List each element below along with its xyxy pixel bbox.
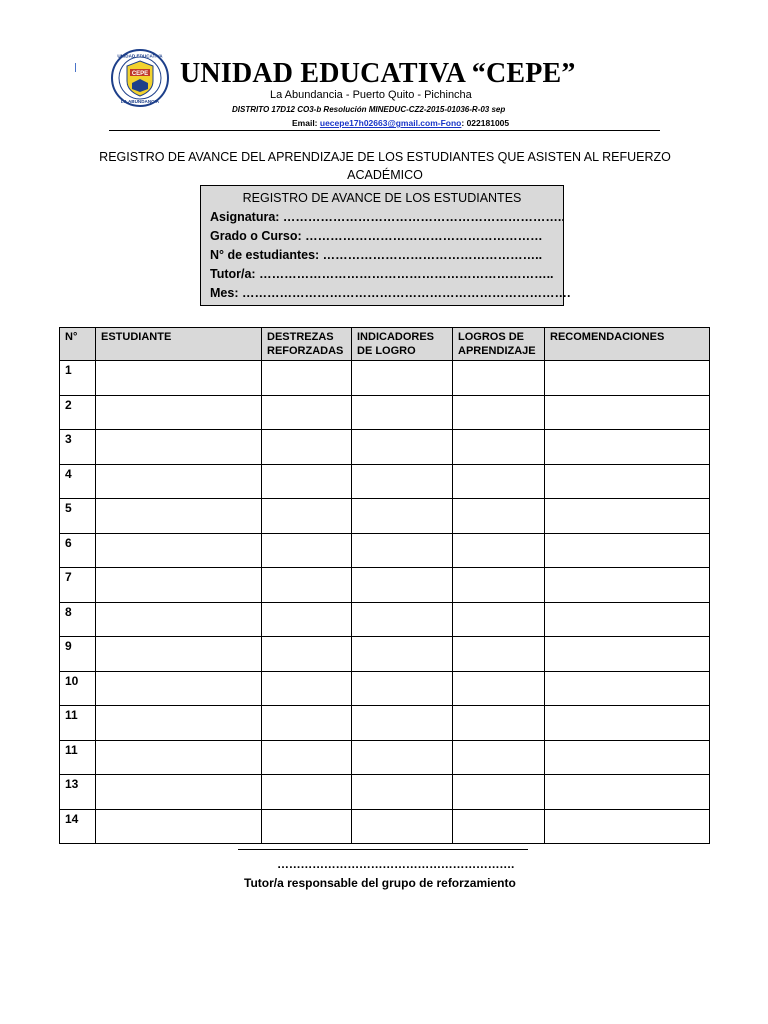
table-row bbox=[60, 775, 710, 810]
signature-line bbox=[238, 849, 528, 850]
row-number: 7 bbox=[60, 568, 96, 603]
logros-cell[interactable] bbox=[453, 775, 545, 810]
indicadores-cell[interactable] bbox=[352, 395, 453, 430]
student-cell[interactable] bbox=[96, 464, 262, 499]
destrezas-cell[interactable] bbox=[262, 568, 352, 603]
row-number: 11 bbox=[60, 706, 96, 741]
student-cell[interactable] bbox=[96, 775, 262, 810]
indicadores-cell[interactable] bbox=[352, 809, 453, 844]
destrezas-cell[interactable] bbox=[262, 430, 352, 465]
student-cell[interactable] bbox=[96, 533, 262, 568]
text-cursor-mark bbox=[75, 63, 76, 72]
row-number: 13 bbox=[60, 775, 96, 810]
header-indicadores: INDICADORES DE LOGRO bbox=[352, 328, 453, 361]
field-tutor: Tutor/a: …………………………………………………………….. bbox=[210, 267, 554, 281]
indicadores-cell[interactable] bbox=[352, 740, 453, 775]
student-cell[interactable] bbox=[96, 602, 262, 637]
indicadores-cell[interactable] bbox=[352, 637, 453, 672]
recomendaciones-cell[interactable] bbox=[545, 671, 710, 706]
row-number: 9 bbox=[60, 637, 96, 672]
recomendaciones-cell[interactable] bbox=[545, 706, 710, 741]
logros-cell[interactable] bbox=[453, 395, 545, 430]
school-address: La Abundancia - Puerto Quito - Pichincha bbox=[270, 89, 472, 101]
table-header-row bbox=[60, 328, 710, 361]
destrezas-cell[interactable] bbox=[262, 395, 352, 430]
contact-line bbox=[292, 118, 509, 128]
recomendaciones-cell[interactable] bbox=[545, 775, 710, 810]
indicadores-cell[interactable] bbox=[352, 671, 453, 706]
destrezas-cell[interactable] bbox=[262, 706, 352, 741]
phone-number: : 022181005 bbox=[461, 118, 510, 128]
signature-caption: Tutor/a responsable del grupo de reforzamiento bbox=[244, 876, 516, 890]
email-prefix: Email: bbox=[292, 118, 320, 128]
destrezas-cell[interactable] bbox=[262, 361, 352, 396]
row-number: 10 bbox=[60, 671, 96, 706]
indicadores-cell[interactable] bbox=[352, 775, 453, 810]
header-number: N° bbox=[60, 328, 96, 361]
logros-cell[interactable] bbox=[453, 602, 545, 637]
student-cell[interactable] bbox=[96, 637, 262, 672]
row-number: 1 bbox=[60, 361, 96, 396]
indicadores-cell[interactable] bbox=[352, 533, 453, 568]
field-mes: Mes: ……………………………………………………………………. bbox=[210, 286, 571, 300]
header-estudiante: ESTUDIANTE bbox=[96, 328, 262, 361]
document-title bbox=[95, 148, 675, 184]
indicadores-cell[interactable] bbox=[352, 361, 453, 396]
recomendaciones-cell[interactable] bbox=[545, 499, 710, 534]
student-cell[interactable] bbox=[96, 568, 262, 603]
recomendaciones-cell[interactable] bbox=[545, 430, 710, 465]
student-cell[interactable] bbox=[96, 809, 262, 844]
table-row bbox=[60, 361, 710, 396]
destrezas-cell[interactable] bbox=[262, 533, 352, 568]
student-cell[interactable] bbox=[96, 671, 262, 706]
header-recomendaciones: RECOMENDACIONES bbox=[545, 328, 710, 361]
logros-cell[interactable] bbox=[453, 809, 545, 844]
student-cell[interactable] bbox=[96, 740, 262, 775]
info-box-title: REGISTRO DE AVANCE DE LOS ESTUDIANTES bbox=[242, 191, 522, 205]
destrezas-cell[interactable] bbox=[262, 499, 352, 534]
header-divider bbox=[109, 130, 660, 131]
header-destrezas: DESTREZAS REFORZADAS bbox=[262, 328, 352, 361]
logros-cell[interactable] bbox=[453, 671, 545, 706]
student-progress-info-box bbox=[200, 185, 571, 306]
logros-cell[interactable] bbox=[453, 568, 545, 603]
table-row bbox=[60, 430, 710, 465]
school-crest-logo bbox=[111, 49, 169, 107]
logo-top-text: UNIDAD EDUCATIVA bbox=[117, 53, 163, 59]
logros-cell[interactable] bbox=[453, 740, 545, 775]
logros-cell[interactable] bbox=[453, 533, 545, 568]
logros-cell[interactable] bbox=[453, 430, 545, 465]
student-cell[interactable] bbox=[96, 361, 262, 396]
table-row bbox=[60, 395, 710, 430]
logros-cell[interactable] bbox=[453, 706, 545, 741]
student-cell[interactable] bbox=[96, 499, 262, 534]
logros-cell[interactable] bbox=[453, 464, 545, 499]
recomendaciones-cell[interactable] bbox=[545, 602, 710, 637]
indicadores-cell[interactable] bbox=[352, 568, 453, 603]
destrezas-cell[interactable] bbox=[262, 602, 352, 637]
district-resolution: DISTRITO 17D12 CO3-b Resolución MINEDUC-CZ2-2015-01036-R-03 sep bbox=[232, 105, 506, 114]
student-cell[interactable] bbox=[96, 395, 262, 430]
recomendaciones-cell[interactable] bbox=[545, 361, 710, 396]
indicadores-cell[interactable] bbox=[352, 706, 453, 741]
recomendaciones-cell[interactable] bbox=[545, 740, 710, 775]
logros-cell[interactable] bbox=[453, 499, 545, 534]
row-number: 2 bbox=[60, 395, 96, 430]
school-name: UNIDAD EDUCATIVA “CEPE” bbox=[180, 58, 576, 89]
recomendaciones-cell[interactable] bbox=[545, 464, 710, 499]
table-row bbox=[60, 706, 710, 741]
recomendaciones-cell[interactable] bbox=[545, 533, 710, 568]
email-link[interactable]: uecepe17h02663@gmail.com-Fono bbox=[319, 118, 462, 128]
signature-dots: ……………………………………………………. bbox=[277, 857, 515, 871]
destrezas-cell[interactable] bbox=[262, 464, 352, 499]
student-cell[interactable] bbox=[96, 430, 262, 465]
progress-table bbox=[59, 327, 710, 844]
logros-cell[interactable] bbox=[453, 637, 545, 672]
table-body bbox=[60, 361, 710, 844]
logo-center-text: CEPE bbox=[131, 71, 149, 77]
row-number: 6 bbox=[60, 533, 96, 568]
row-number: 5 bbox=[60, 499, 96, 534]
row-number: 14 bbox=[60, 809, 96, 844]
destrezas-cell[interactable] bbox=[262, 637, 352, 672]
table-row bbox=[60, 602, 710, 637]
field-numero-estudiantes: N° de estudiantes: …………………………………………….. bbox=[210, 248, 543, 262]
header-logros: LOGROS DE APRENDIZAJE bbox=[453, 328, 545, 361]
logo-bottom-text: LA ABUNDANCIA bbox=[120, 99, 160, 104]
indicadores-cell[interactable] bbox=[352, 499, 453, 534]
table-row bbox=[60, 809, 710, 844]
destrezas-cell[interactable] bbox=[262, 809, 352, 844]
field-asignatura: Asignatura: ………………………………………………………….. bbox=[210, 210, 565, 224]
destrezas-cell[interactable] bbox=[262, 740, 352, 775]
table-row bbox=[60, 499, 710, 534]
table-row bbox=[60, 464, 710, 499]
row-number: 11 bbox=[60, 740, 96, 775]
destrezas-cell[interactable] bbox=[262, 671, 352, 706]
table-row bbox=[60, 671, 710, 706]
logros-cell[interactable] bbox=[453, 361, 545, 396]
table-row bbox=[60, 533, 710, 568]
indicadores-cell[interactable] bbox=[352, 430, 453, 465]
table-row bbox=[60, 568, 710, 603]
row-number: 8 bbox=[60, 602, 96, 637]
indicadores-cell[interactable] bbox=[352, 602, 453, 637]
row-number: 4 bbox=[60, 464, 96, 499]
recomendaciones-cell[interactable] bbox=[545, 568, 710, 603]
table-row bbox=[60, 637, 710, 672]
document-title-line-1: REGISTRO DE AVANCE DEL APRENDIZAJE DE LOS ESTUDIANTES QUE ASISTEN AL REFUERZO bbox=[99, 150, 671, 164]
student-cell[interactable] bbox=[96, 706, 262, 741]
destrezas-cell[interactable] bbox=[262, 775, 352, 810]
recomendaciones-cell[interactable] bbox=[545, 395, 710, 430]
document-title-line-2: ACADÉMICO bbox=[347, 168, 423, 182]
recomendaciones-cell[interactable] bbox=[545, 637, 710, 672]
table-row bbox=[60, 740, 710, 775]
indicadores-cell[interactable] bbox=[352, 464, 453, 499]
row-number: 3 bbox=[60, 430, 96, 465]
field-grado-curso: Grado o Curso: ………………………………………………… bbox=[210, 229, 543, 243]
recomendaciones-cell[interactable] bbox=[545, 809, 710, 844]
